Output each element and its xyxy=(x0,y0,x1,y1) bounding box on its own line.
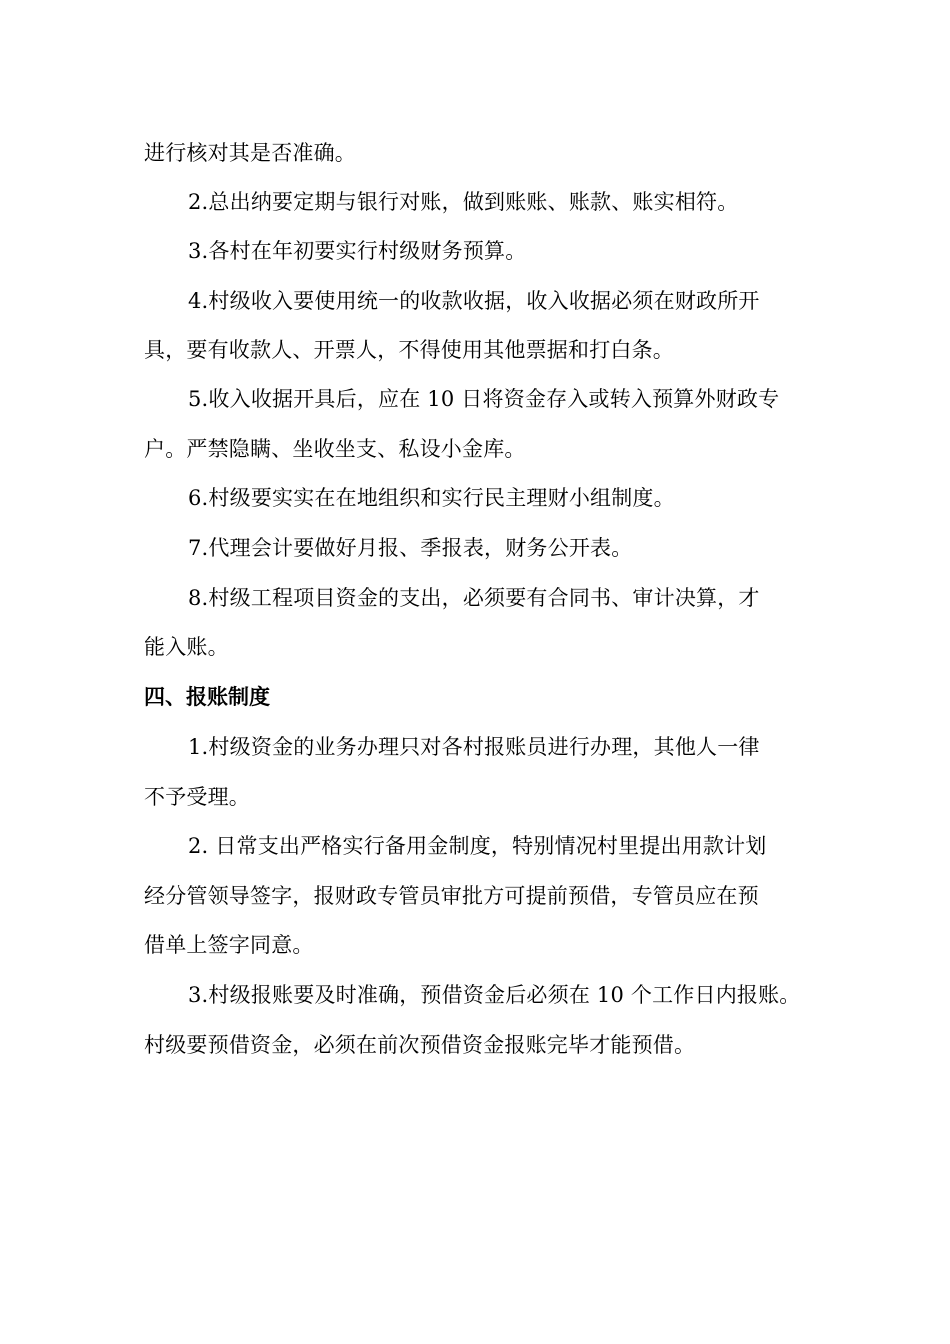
paragraph-line: 经分管领导签字，报财政专管员审批方可提前预借，专管员应在预 xyxy=(144,884,759,908)
paragraph-line: 4.村级收入要使用统一的收款收据，收入收据必须在财政所开 xyxy=(188,289,760,313)
paragraph-line: 能入账。 xyxy=(144,635,229,659)
paragraph-line: 7.代理会计要做好月报、季报表，财务公开表。 xyxy=(188,536,633,560)
paragraph-line: 进行核对其是否准确。 xyxy=(144,141,356,165)
paragraph-line: 1.村级资金的业务办理只对各村报账员进行办理，其他人一律 xyxy=(188,735,760,759)
paragraph-line: 2.总出纳要定期与银行对账，做到账账、账款、账实相符。 xyxy=(188,190,739,214)
paragraph-line: 5.收入收据开具后，应在 10 日将资金存入或转入预算外财政专 xyxy=(188,387,780,411)
paragraph-line: 村级要预借资金，必须在前次预借资金报账完毕才能预借。 xyxy=(144,1033,696,1057)
paragraph-line: 具，要有收款人、开票人，不得使用其他票据和打白条。 xyxy=(144,338,674,362)
paragraph-line: 3.各村在年初要实行村级财务预算。 xyxy=(188,239,527,263)
paragraph-line: 2. 日常支出严格实行备用金制度，特别情况村里提出用款计划 xyxy=(188,834,767,858)
section-heading: 四、报账制度 xyxy=(144,685,270,709)
paragraph-line: 不予受理。 xyxy=(144,785,250,809)
paragraph-line: 户。严禁隐瞒、坐收坐支、私设小金库。 xyxy=(144,437,526,461)
paragraph-line: 8.村级工程项目资金的支出，必须要有合同书、审计决算，才 xyxy=(188,586,760,610)
paragraph-line: 6.村级要实实在在地组织和实行民主理财小组制度。 xyxy=(188,486,675,510)
paragraph-line: 借单上签字同意。 xyxy=(144,933,314,957)
paragraph-line: 3.村级报账要及时准确，预借资金后必须在 10 个工作日内报账。 xyxy=(188,983,801,1007)
